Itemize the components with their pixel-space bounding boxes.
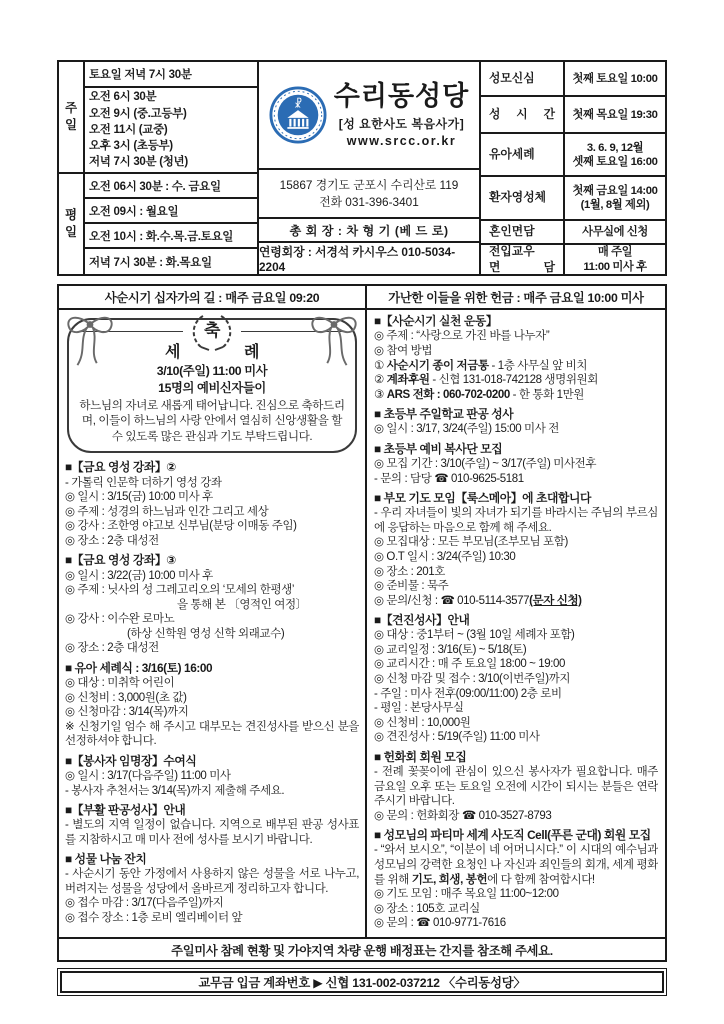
section-heading: ■【사순시기 실천 운동】 — [374, 314, 498, 328]
bulletin-section — [374, 314, 658, 402]
section-line — [65, 627, 359, 642]
section-line — [374, 535, 658, 550]
text-segment: (문자 신청) — [529, 594, 582, 607]
section-line — [374, 887, 658, 902]
bulletin-section — [374, 750, 658, 824]
info-row-value: 매 주일 11:00 미사 후 — [583, 246, 647, 273]
text-segment: ◎ 문의/신청 : ☎ 010-5114-3577 — [374, 594, 530, 607]
baptism-count-line: 15명의 예비신자들이 — [158, 380, 266, 395]
section-line — [374, 388, 658, 403]
section-line — [374, 902, 658, 917]
section-heading: ■【금요 영성 강좌】② — [65, 460, 176, 475]
text-segment: ① — [374, 359, 387, 372]
bulletin-section — [374, 442, 658, 487]
section-line — [374, 472, 658, 487]
section-line — [65, 818, 359, 847]
section-line — [65, 784, 359, 799]
section-heading: ■ 부모 기도 모임【룩스메아】에 초대합니다 — [374, 490, 591, 505]
info-row — [481, 175, 665, 218]
bulletin-section — [65, 754, 359, 799]
church-phone: 전화 031-396-3401 — [319, 194, 419, 209]
section-line — [65, 867, 359, 896]
weekday-label: 평일 — [64, 208, 78, 239]
text-segment: ※ 신청기일 엄수 해 주시고 대부모는 견진성사를 받으신 분을 선정하셔야 합니다. — [65, 720, 359, 748]
ribbon-bow-icon — [305, 308, 363, 370]
section-heading: ■【부활 판공성사】안내 — [65, 802, 186, 817]
section-line — [65, 612, 359, 627]
section-line — [65, 505, 359, 520]
info-row — [481, 62, 665, 95]
info-row — [481, 95, 665, 132]
bulletin-section — [374, 613, 658, 745]
svg-text:☧: ☧ — [293, 98, 302, 111]
text-segment: ◎ 모집대상 : 모든 부모님(조부모님 포함) — [374, 536, 568, 549]
section-line — [374, 373, 658, 388]
section-line — [374, 329, 658, 344]
text-segment: - 사순시기 동안 가정에서 사용하지 않은 성물을 서로 나누고, 버려지는 성물을 성당에서 올바르게 정리하고자 합니다. — [65, 868, 359, 895]
baptism-date-line: 3/10(주일) 11:00 미사 — [156, 364, 268, 379]
text-segment: ◎ 대상 : 미취학 어린이 — [65, 677, 175, 690]
section-line — [374, 765, 658, 809]
laurel-wreath-icon — [189, 311, 235, 351]
text-segment: ◎ 대상 : 중1부터 ~ (3월 10일 세례자 포함) — [374, 629, 575, 642]
weekday-mass-row: 오전 10시 : 화.수.목.금.토요일 — [85, 222, 257, 247]
section-line — [374, 730, 658, 745]
church-website: www.srcc.or.kr — [346, 134, 457, 149]
text-segment: - “와서 보시오”, “이분이 네 어머니시다.” 이 시대의 예수님과 성모님의 강력한 요청인 나 자신과 죄인들의 회개, 세계 평화를 위해 — [374, 844, 658, 886]
section-line — [65, 720, 359, 749]
text-segment: 기도, 희생, 봉헌 — [411, 873, 488, 886]
text-segment: ◎ 장소 : 105호 교리실 — [374, 902, 480, 915]
info-row-value: 사무실에 신청 — [582, 225, 648, 238]
bulletin-main-box — [57, 284, 667, 962]
text-segment: ③ — [374, 388, 387, 401]
section-heading: ■ 초등부 예비 복사단 모집 — [374, 441, 503, 456]
section-line — [374, 594, 658, 609]
baptism-title-right: 례 — [244, 344, 260, 361]
text-segment: ◎ 문의 : 헌화회장 ☎ 010-3527-8793 — [374, 809, 552, 822]
text-segment: - 문의 : 담당 ☎ 010-9625-5181 — [374, 472, 524, 485]
sacrament-info-table — [481, 62, 665, 274]
info-row — [481, 219, 665, 243]
church-identity-panel — [259, 62, 481, 274]
section-line — [65, 676, 359, 691]
section-heading: ■ 헌화회 회원 모집 — [374, 749, 467, 764]
info-row-label: 성모신심 — [481, 62, 565, 95]
bulletin-section — [65, 852, 359, 926]
president-row: 총 회 장 : 차 형 기 (베 드 로) — [259, 217, 479, 241]
section-line — [65, 534, 359, 549]
section-line — [374, 359, 658, 374]
saturday-mass-row: 토요일 저녁 7시 30분 — [89, 69, 192, 81]
text-segment: - 별도의 지역 일정이 없습니다. 지역으로 배부된 판공 성사표를 지참하시고 매 미사 전에 성사를 보시기 바랍니다. — [65, 819, 359, 846]
bulletin-section — [65, 803, 359, 848]
text-segment: ◎ O.T 일시 : 3/24(주일) 10:30 — [374, 550, 516, 563]
section-line — [65, 598, 359, 613]
baptism-title-left: 세 — [164, 344, 180, 361]
mass-time: 오전 11시 (교중) — [89, 123, 168, 136]
text-segment: 계좌후원 — [386, 374, 430, 387]
section-line — [65, 896, 359, 911]
text-segment: ◎ 일시 : 3/22(금) 10:00 미사 후 — [65, 569, 213, 582]
left-column — [59, 310, 367, 937]
bulletin-section — [65, 661, 359, 749]
info-row — [481, 132, 665, 175]
sunday-mass-times — [85, 86, 257, 172]
mass-times-grid — [59, 62, 259, 274]
text-segment: ② — [374, 374, 387, 387]
section-line — [374, 422, 658, 437]
text-segment: - 우리 자녀들이 빛의 자녀가 되기를 바라시는 주님의 부르심에 응답하는 마음으로 함께 해 주세요. — [374, 507, 658, 534]
section-heading: ■ 초등부 주일학교 판공 성사 — [374, 406, 514, 421]
text-segment: ◎ 신청비 : 10,000원 — [374, 716, 471, 729]
section-line — [374, 457, 658, 472]
weekday-mass-row: 오전 09시 : 월요일 — [85, 197, 257, 222]
section-line — [374, 579, 658, 594]
church-address: 15867 경기도 군포시 수리산로 119 — [279, 178, 459, 193]
text-segment: ◎ 장소 : 201호 — [374, 565, 445, 578]
text-segment: ◎ 일시 : 3/15(금) 10:00 미사 후 — [65, 491, 213, 504]
section-line — [65, 641, 359, 656]
section-line — [374, 916, 658, 931]
section-heading: ■【금요 영성 강좌】③ — [65, 553, 176, 568]
text-segment: ◎ 일시 : 3/17(다음주일) 11:00 미사 — [65, 769, 231, 782]
weekday-label-cell — [59, 172, 85, 274]
stations-of-cross-header: 사순시기 십자가의 길 : 매주 금요일 09:20 — [59, 286, 367, 308]
section-line — [65, 769, 359, 784]
section-line — [65, 705, 359, 720]
section-line — [374, 672, 658, 687]
poor-offering-header: 가난한 이들을 위한 헌금 : 매주 금요일 10:00 미사 — [388, 291, 644, 305]
section-line — [374, 565, 658, 580]
baptism-celebration-box — [67, 318, 357, 453]
bereavement-chair-row: 연령회장 : 서경석 카시우스 010-5034-2204 — [259, 241, 479, 274]
mass-time: 오전 9시 (중.고등부) — [89, 107, 187, 120]
congrats-character: 축 — [203, 321, 221, 341]
text-segment: ◎ 접수 장소 : 1층 로비 엘리베이터 앞 — [65, 912, 243, 925]
church-brand — [334, 82, 469, 148]
text-segment: ◎ 강사 : 조한영 야고보 신부님(분당 이매동 주임) — [65, 520, 297, 533]
baptism-message: 하느님의 자녀로 새롭게 태어납니다. 진심으로 축하드리며, 이들이 하느님의 사랑 안에서 열심히 신앙생활을 할 수 있도록 많은 관심과 기도 부탁드립니다. — [79, 398, 345, 443]
text-segment: - 평일 : 본당사무실 — [374, 702, 464, 715]
info-row-label: 환자영성체 — [481, 177, 565, 218]
two-column-area — [59, 310, 665, 937]
text-segment: 에 다 함께 참여합시다! — [487, 873, 595, 886]
text-segment: ◎ 강사 : 이수완 로마노 — [65, 613, 175, 626]
text-segment: - 봉사자 추천서는 3/14(목)까지 제출해 주세요. — [65, 784, 285, 797]
section-line — [374, 550, 658, 565]
text-segment: - 가톨릭 인문학 더하기 영성 강좌 — [65, 476, 222, 489]
text-segment: ◎ 교리일정 : 3/16(토) ~ 5/18(토) — [374, 643, 527, 656]
section-line — [65, 583, 359, 598]
weekday-mass-row: 오전 06시 30분 : 수. 금요일 — [85, 172, 257, 197]
account-bar-frame — [57, 968, 667, 996]
section-line — [65, 569, 359, 584]
info-row-value: 첫째 목요일 19:30 — [572, 108, 658, 121]
text-segment: ◎ 기도 모임 : 매주 목요일 11:00~12:00 — [374, 888, 559, 901]
info-row-label: 전입교우 면 담 — [481, 245, 565, 274]
text-segment: - 전례 꽃꽂이에 관심이 있으신 봉사자가 필요합니다. 매주 금요일 오후 또는 토요일 오전에 시간이 되시는 분들은 연락 주시기 바랍니다. — [374, 765, 658, 808]
church-name: 수리동성당 — [333, 80, 470, 111]
ribbon-bow-icon — [61, 308, 119, 370]
text-segment: - 신협 131-018-742128 생명위원회 — [429, 374, 598, 387]
mass-time: 저녁 7시 30분 (청년) — [89, 156, 188, 169]
text-segment: - 한 통화 1만원 — [509, 388, 585, 401]
info-row-label: 성 시 간 — [481, 97, 565, 132]
church-address-cell — [259, 168, 479, 217]
church-logo-row — [259, 62, 479, 168]
text-segment: ◎ 참여 방법 — [374, 345, 433, 358]
text-segment: ◎ 접수 마감 : 3/17(다음주일)까지 — [65, 897, 224, 910]
text-segment: ◎ 일시 : 3/17, 3/24(주일) 15:00 미사 전 — [374, 423, 559, 436]
section-heading: ■【견진성사】안내 — [374, 612, 470, 627]
mass-schedule-table — [57, 60, 667, 276]
text-segment: ◎ 주제 : 성경의 하느님과 인간 그리고 세상 — [65, 505, 269, 518]
section-line — [65, 691, 359, 706]
text-segment: ◎ 신청 마감 및 접수 : 3/10(이번주일)까지 — [374, 673, 571, 686]
bulletin-section — [65, 553, 359, 656]
section-line — [374, 643, 658, 658]
text-segment: ◎ 견진성사 : 5/19(주일) 11:00 미사 — [374, 731, 540, 744]
section-line — [374, 843, 658, 887]
section-line — [65, 519, 359, 534]
church-patron: [성 요한사도 복음사가] — [338, 117, 465, 132]
info-row — [481, 243, 665, 274]
info-row-label: 혼인면담 — [481, 221, 565, 243]
bulletin-section — [65, 460, 359, 548]
text-segment: ◎ 주제 : 닛사의 성 그레고리오의 ‘모세의 한평생’ — [65, 584, 295, 597]
text-segment: ◎ 장소 : 2층 대성전 — [65, 642, 159, 655]
text-segment: - 주일 : 미사 전후(09:00/11:00) 2층 로비 — [374, 687, 562, 700]
text-segment: ◎ 모집 기간 : 3/10(주일) ~ 3/17(주일) 미사전후 — [374, 457, 597, 470]
bulletin-content — [57, 60, 667, 996]
bulletin-section — [374, 407, 658, 437]
account-bar: 교무금 입금 계좌번호 ▶ 신협 131-002-037212 〈수리동성당〉 — [60, 971, 664, 993]
right-sections — [374, 314, 658, 931]
info-row-label: 유아세례 — [481, 134, 565, 175]
section-heading: ■ 성모님의 파티마 세계 사도직 Cell(푸른 군대) 회원 모집 — [374, 827, 651, 842]
text-segment: - 1층 사무실 앞 비치 — [488, 359, 588, 372]
section-line — [65, 911, 359, 926]
church-emblem-icon — [269, 86, 327, 144]
section-line — [374, 701, 658, 716]
section-line — [374, 344, 658, 359]
text-segment: ARS 전화 : 060-702-0200 — [386, 388, 510, 401]
text-segment: ◎ 문의 : ☎ 010-9771-7616 — [374, 917, 506, 930]
info-row-value: 첫째 토요일 10:00 — [572, 72, 658, 85]
section-line — [374, 506, 658, 535]
text-segment: ◎ 신청비 : 3,000원(초 값) — [65, 691, 187, 704]
right-column — [367, 310, 665, 937]
section-line — [65, 476, 359, 491]
notice-bar: 주일미사 참례 현황 및 가야지역 차량 운행 배정표는 간지를 참조해 주세요. — [59, 937, 665, 960]
text-segment: 을 통해 본 〔영적인 여정〕 — [177, 598, 307, 611]
text-segment: ◎ 장소 : 2층 대성전 — [65, 534, 159, 547]
text-segment: (하상 신학원 영성 신학 외래교수) — [127, 627, 285, 640]
section-line — [374, 716, 658, 731]
bulletin-section — [374, 491, 658, 609]
mass-time: 오후 3시 (초등부) — [89, 140, 173, 153]
sunday-label-cell — [59, 62, 85, 172]
text-segment: ◎ 준비물 : 묵주 — [374, 580, 449, 593]
bulletin-section — [374, 828, 658, 931]
section-line — [374, 628, 658, 643]
text-segment: ◎ 신청마감 : 3/14(목)까지 — [65, 706, 189, 719]
section-heading: ■【봉사자 임명장】수여식 — [65, 753, 197, 768]
left-sections — [65, 460, 359, 926]
header-bar — [59, 286, 665, 310]
text-segment: 사순시기 종이 저금통 — [386, 359, 489, 372]
text-segment: ◎ 주제 : “사랑으로 가진 바를 나누자” — [374, 330, 550, 343]
section-line — [374, 809, 658, 824]
section-line — [374, 687, 658, 702]
info-row-value: 3. 6. 9, 12월 셋째 토요일 16:00 — [572, 141, 658, 168]
mass-time: 오전 6시 30분 — [89, 91, 157, 104]
section-heading: ■ 유아 세례식 : 3/16(토) 16:00 — [65, 660, 213, 675]
section-heading: ■ 성물 나눔 잔치 — [65, 851, 147, 866]
section-line — [65, 490, 359, 505]
section-line — [374, 657, 658, 672]
text-segment: ◎ 교리시간 : 매 주 토요일 18:00 ~ 19:00 — [374, 658, 566, 671]
info-row-value: 첫째 금요일 14:00 (1월, 8월 제외) — [572, 184, 658, 211]
weekday-mass-row: 저녁 7시 30분 : 화.목요일 — [85, 247, 257, 274]
sunday-label: 주일 — [64, 101, 78, 132]
